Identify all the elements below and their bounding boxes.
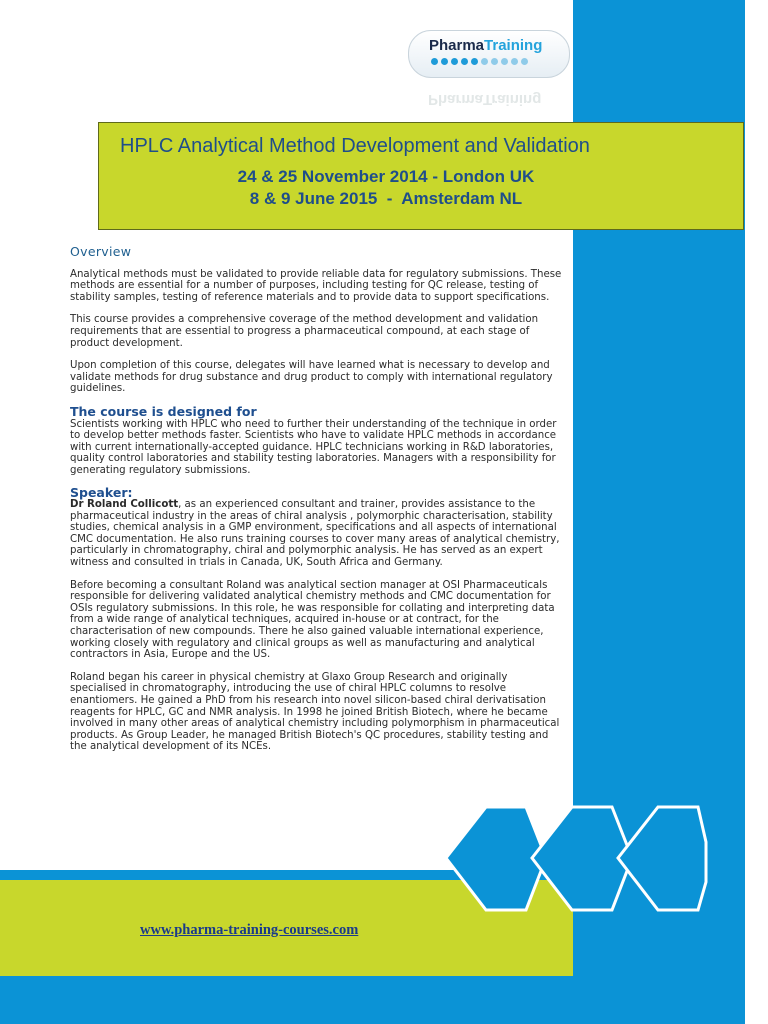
course-date-amsterdam: 8 & 9 June 2015 - Amsterdam NL <box>249 189 523 208</box>
speaker-bio-career: Before becoming a consultant Roland was analytical section manager at OSI Pharmaceuticals responsible for delivering validated analytical chemistry methods and CMC documentation for OSIs regulatory submissions. In this role, he was responsible for collating and interpreting data from a wide range of analytical techniques, acquired in-house or at contract, for the characterisation of new compounds. There he also gained valuable international experience, working closely with regulatory and clinical groups as well as manufacturing and analytical contractors in Asia, Europe and the US. <box>70 579 555 661</box>
designed-for-text: Scientists working with HPLC who need to further their understanding of the technique in order to develop better methods faster. Scientists who have to validate HPLC methods in accordance with current internationally-accepted guidance. HPLC technicians working in R&D laboratories, quality control laboratories and stability testing laboratories. Managers with a responsibility for generating regulatory submissions. <box>70 418 557 476</box>
logo-text-pharma: Pharma <box>429 37 485 54</box>
overview-paragraph: This course provides a comprehensive coverage of the method development and validation requirements that are essential to progress a pharmaceutical compound, at each stage of product development. <box>70 314 539 349</box>
pharmatraining-logo <box>408 30 570 78</box>
website-link[interactable]: www.pharma-training-courses.com <box>140 922 359 938</box>
speaker-bio-background: Roland began his career in physical chemistry at Glaxo Group Research and originally specialised in chromatography, introducing the use of chiral HPLC columns to resolve enantiomers. He gained a PhD from his research into novel silicon-based chiral derivatisation reagents for HPLC, GC and NMR analysis. In 1998 he joined British Biotech, where he became involved in many other areas of analytical chemistry including polymorphism in pharmaceutical products. As Group Leader, he managed British Biotech's QC procedures, stability testing and the analytical development of its NCEs. <box>70 671 560 753</box>
overview-paragraph: Analytical methods must be validated to provide reliable data for regulatory submissions. These methods are essential for a number of purposes, including testing for QC release, testing of stability samples, testing of reference materials and to provide data to support specifications. <box>70 268 562 303</box>
course-body <box>70 246 566 764</box>
logo-text-training: Training <box>484 37 543 54</box>
logo-reflection: PharmaTraining <box>428 91 542 108</box>
hexagon-shape <box>618 807 706 910</box>
course-title: HPLC Analytical Method Development and Validation <box>120 135 590 157</box>
speaker-intro-text: , as an experienced consultant and trainer, provides assistance to the pharmaceutical industry in the areas of chiral analysis , polymorphic characterisation, stability studies, chemical analysis in a GMP environment, specifications and all aspects of international CMC documentation. He also runs training courses to cover many areas of analytical chemistry, particularly in chromatography, chiral and polymorphic analysis. He has served as an expert witness and consulted in trials in Canada, UK, South Africa and Germany. <box>70 499 560 569</box>
designed-for-heading: The course is designed for <box>70 403 257 419</box>
logo-dots <box>431 58 528 65</box>
course-date-london: 24 & 25 November 2014 - London UK <box>237 167 535 186</box>
speaker-name: Dr Roland Collicott <box>70 499 179 511</box>
page-right-margin <box>745 0 768 1024</box>
overview-paragraph: Upon completion of this course, delegates will have learned what is necessary to develop and validate methods for drug substance and drug product to comply with international regulatory guidelines. <box>70 360 553 395</box>
overview-heading: Overview <box>70 244 132 259</box>
hexagon-decoration <box>440 802 710 952</box>
speaker-heading: Speaker: <box>70 484 133 500</box>
speaker-bio-intro <box>70 499 566 569</box>
course-header-box <box>98 122 744 230</box>
